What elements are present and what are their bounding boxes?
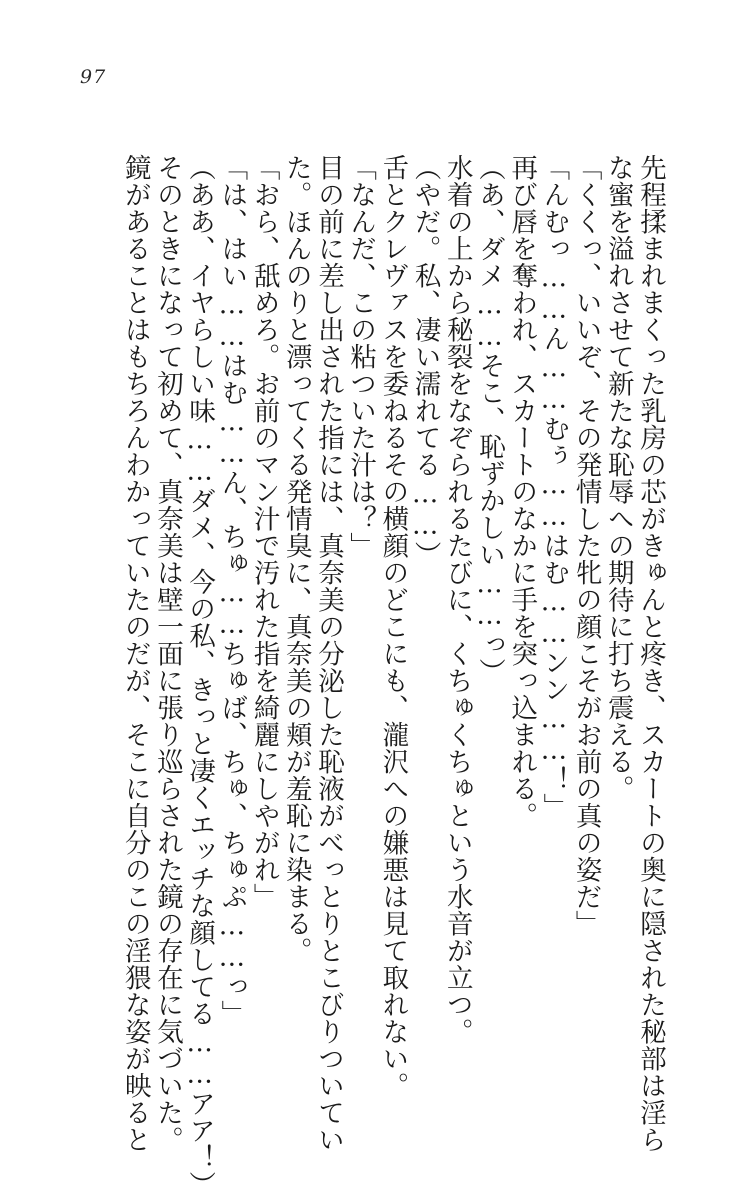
text-line: 再び唇を奪われ、スカートのなかに手を突っ込まれる。 <box>506 154 538 829</box>
text-line: 「は、はい……はむ……ん、ちゅ……ちゅば、ちゅ、ちゅぷ……っ」 <box>216 154 248 1027</box>
text-line: 先程揉まれまくった乳房の芯がきゅんと疼き、スカートの奥に隠された秘部は淫ら <box>635 154 666 1153</box>
text-line: な蜜を溢れさせて新たな恥辱への期待に打ち震える。 <box>602 154 634 802</box>
text-line: （やだ。私、凄い濡れてる……） <box>409 154 441 568</box>
text-line: 「くくっ、いいぞ、その発情した牝の顔こそがお前の真の姿だ」 <box>570 154 602 937</box>
vertical-text-body <box>119 154 666 1198</box>
text-line: 「おら、舐めろ。お前のマン汁で汚れた指を綺麗にしやがれ」 <box>248 154 280 910</box>
text-line: そのときになって初めて、真奈美は壁一面に張り巡らされた鏡の存在に気づいた。 <box>151 154 183 1153</box>
page-number: 97 <box>80 66 107 88</box>
text-line: 舌とクレヴァスを委ねるその横顔のどこにも、瀧沢への嫌悪は見て取れない。 <box>377 154 409 1099</box>
text-line: 鏡があることはもちろんわかっていたのだが、そこに自分のこの淫猥な姿が映ると <box>119 154 151 1153</box>
text-line: （ああ、イヤらしい味……ダメ、今の私、きっと凄くエッチな顔してる……アア！） <box>184 154 216 1198</box>
text-line: 目の前に差し出された指には、真奈美の分泌した恥液がべっとりとこびりついてい <box>312 154 344 1153</box>
text-line: 「なんだ、この粘ついた汁は？」 <box>345 154 377 559</box>
text-line: （あ、ダメ……そこ、恥ずかしい……っ） <box>473 154 505 685</box>
text-line: た。ほんのりと漂ってくる発情臭に、真奈美の頬が羞恥に染まる。 <box>280 154 312 964</box>
text-line: 水着の上から秘裂をなぞられるたびに、くちゅくちゅという水音が立つ。 <box>441 154 473 1045</box>
text-line: 「んむっ……ん……むぅ……はむ……ンン……！」 <box>538 154 570 820</box>
